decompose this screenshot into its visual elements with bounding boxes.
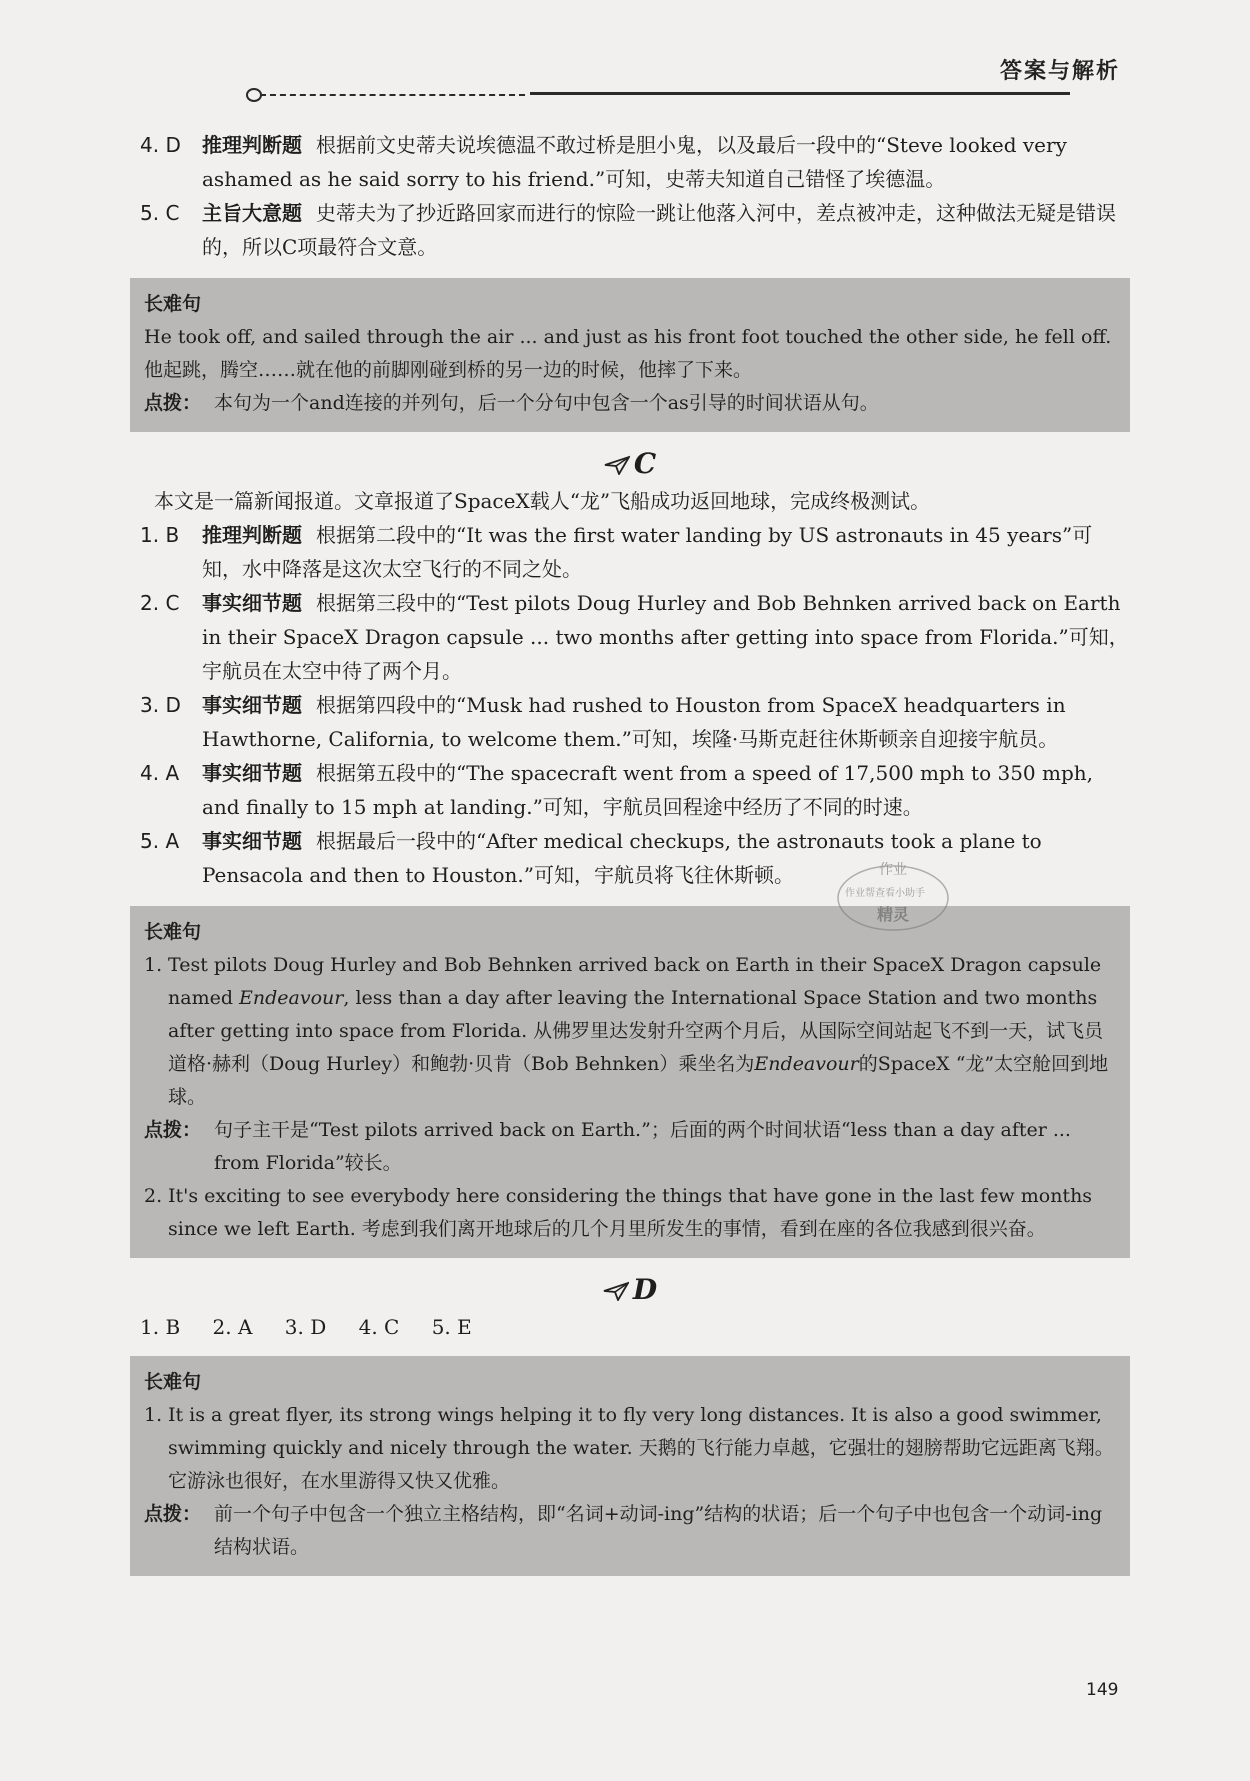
answer-key-row — [130, 1310, 1130, 1344]
tip — [144, 1498, 1116, 1564]
question-type: 推理判断题 — [202, 523, 302, 547]
question-type: 事实细节题 — [202, 761, 302, 785]
question-type: 主旨大意题 — [202, 201, 302, 225]
section-heading-d — [130, 1270, 1130, 1310]
answer-item — [130, 196, 1130, 264]
section-heading-c — [130, 444, 1130, 484]
answer-explanation: 根据第二段中的“It was the first water landing by US astronauts in 45 years”可知，水中降落是这次太空飞行的不同之处。 — [202, 523, 1093, 581]
sentence-english: He took off, and sailed through the air ... and just as his front foot touched the other side, he fell off. — [144, 326, 1112, 348]
sentence-2 — [144, 1180, 1116, 1246]
answer-number: 1. B — [140, 523, 180, 547]
answer-number: 4. D — [140, 133, 181, 157]
stamp-text-bottom: 精灵 — [877, 905, 910, 924]
question-type: 事实细节题 — [202, 829, 302, 853]
sentence-italic: Endeavour — [239, 987, 344, 1009]
answer-item — [130, 586, 1130, 688]
stamp-text-mid: 作业帮查看小助手 — [845, 888, 925, 899]
page-number: 149 — [1086, 1680, 1119, 1700]
answer-explanation: 根据前文史蒂夫说埃德温不敢过桥是胆小鬼，以及最后一段中的“Steve looked very ashamed as he said sorry to his friend.”可知，史蒂夫知道自己错怪了埃德温。 — [202, 133, 1067, 191]
sentence-text-end: 的SpaceX “龙”太空舱回到地球。 — [168, 1053, 1109, 1108]
answer-explanation: 史蒂夫为了抄近路回家而进行的惊险一跳让他落入河中，差点被冲走，这种做法无疑是错误的，所以C项最符合文意。 — [202, 201, 1116, 259]
sentence-number: 1. — [144, 1404, 163, 1426]
section-letter: C — [633, 447, 657, 480]
tip — [144, 1114, 1116, 1180]
answer-number: 3. D — [140, 693, 181, 717]
page-header — [240, 52, 1120, 102]
header-dashed-rule — [260, 94, 525, 96]
main-content — [130, 128, 1130, 1576]
answer-explanation: 根据最后一段中的“After medical checkups, the astronauts took a plane to Pensacola and then to Houston.”可知，宇航员将飞往休斯顿。 — [202, 829, 1042, 887]
stamp-text-top: 作业 — [879, 862, 907, 878]
tip — [144, 387, 1116, 420]
answer-key: 3. D — [284, 1315, 327, 1339]
tip-text: 句子主干是“Test pilots arrived back on Earth.”；后面的两个时间状语“less than a day after ... from Florida”较长。 — [214, 1119, 1071, 1174]
sentence-1 — [144, 949, 1116, 1114]
sentence-translation: 他起跳，腾空……就在他的前脚刚碰到桥的另一边的时候，他摔了下来。 — [144, 359, 753, 381]
answer-explanation: 根据第三段中的“Test pilots Doug Hurley and Bob Behnken arrived back on Earth in their SpaceX Dragon capsule ... two months after getting into space from Florida.”可知，宇航员在太空中待了两个月。 — [202, 591, 1129, 683]
sentence-text: It's exciting to see everybody here considering the things that have gone in the last few months since we left Earth. 考虑到我们离开地球后的几个月里所发生的事情，看到在座的各位我感到很兴奋。 — [168, 1185, 1093, 1240]
answer-key: 5. E — [431, 1315, 472, 1339]
long-sentence-box — [130, 906, 1130, 1258]
answer-number: 5. C — [140, 201, 180, 225]
sentence-italic: Endeavour — [754, 1053, 859, 1075]
section-intro: 本文是一篇新闻报道。文章报道了SpaceX载人“龙”飞船成功返回地球，完成终极测试。 — [154, 489, 931, 513]
answer-number: 4. A — [140, 761, 180, 785]
answer-explanation: 根据第五段中的“The spacecraft went from a speed of 17,500 mph to 350 mph, and finally to 15 mph at landing.”可知，宇航员回程途中经历了不同的时速。 — [202, 761, 1094, 819]
answer-item — [130, 756, 1130, 824]
sentence-text-cont: , less than a day after leaving the International Space Station and two months after getting into space from Florida. 从佛罗里达发射升空两个月后，从国际空间站起飞不到一天，试飞员道格·赫利（Doug Hurley）和鲍勃·贝肯（Bob Behnken）乘坐名为 — [168, 987, 1104, 1075]
section-letter: D — [632, 1273, 658, 1306]
answer-key: 1. B — [140, 1315, 181, 1339]
question-type: 事实细节题 — [202, 591, 302, 615]
answer-item — [130, 128, 1130, 196]
tip-label: 点拨： — [144, 392, 202, 414]
answer-key: 4. C — [358, 1315, 400, 1339]
sentence-text: It is a great flyer, its strong wings helping it to fly very long distances. It is also a good swimmer, swimming quickly and nicely through the water. 天鹅的飞行能力卓越，它强壮的翅膀帮助它远距离飞翔。它游泳也很好，在水里游得又快又优雅。 — [168, 1404, 1114, 1492]
answer-item — [130, 824, 1130, 892]
sentence-1 — [144, 1399, 1116, 1498]
header-solid-rule — [530, 92, 1070, 95]
box-title: 长难句 — [144, 1371, 202, 1393]
question-type: 事实细节题 — [202, 693, 302, 717]
answer-key: 2. A — [212, 1315, 253, 1339]
box-title: 长难句 — [144, 293, 202, 315]
answer-number: 5. A — [140, 829, 180, 853]
box-title: 长难句 — [144, 921, 202, 943]
question-type: 推理判断题 — [202, 133, 302, 157]
tip-label: 点拨： — [144, 1503, 202, 1525]
long-sentence-box — [130, 278, 1130, 432]
answer-item — [130, 688, 1130, 756]
sentence-number: 1. — [144, 954, 163, 976]
answer-number: 2. C — [140, 591, 180, 615]
answer-item — [130, 518, 1130, 586]
sentence-number: 2. — [144, 1185, 163, 1207]
tip-label: 点拨： — [144, 1119, 202, 1141]
tip-text: 本句为一个and连接的并列句，后一个分句中包含一个as引导的时间状语从句。 — [214, 392, 879, 414]
long-sentence-box — [130, 1356, 1130, 1576]
tip-text: 前一个句子中包含一个独立主格结构，即“名词+动词-ing”结构的状语；后一个句子中也包含一个动词-ing结构状语。 — [214, 1503, 1103, 1558]
paper-plane-icon — [604, 446, 630, 486]
watermark-stamp — [833, 856, 953, 936]
paper-plane-icon — [603, 1272, 629, 1312]
sentence-text: Test pilots Doug Hurley and Bob Behnken arrived back on Earth in their SpaceX Dragon capsule named — [168, 954, 1102, 1009]
header-title: 答案与解析 — [999, 59, 1120, 84]
answer-explanation: 根据第四段中的“Musk had rushed to Houston from SpaceX headquarters in Hawthorne, California, to welcome them.”可知，埃隆·马斯克赶往休斯顿亲自迎接宇航员。 — [202, 693, 1066, 751]
